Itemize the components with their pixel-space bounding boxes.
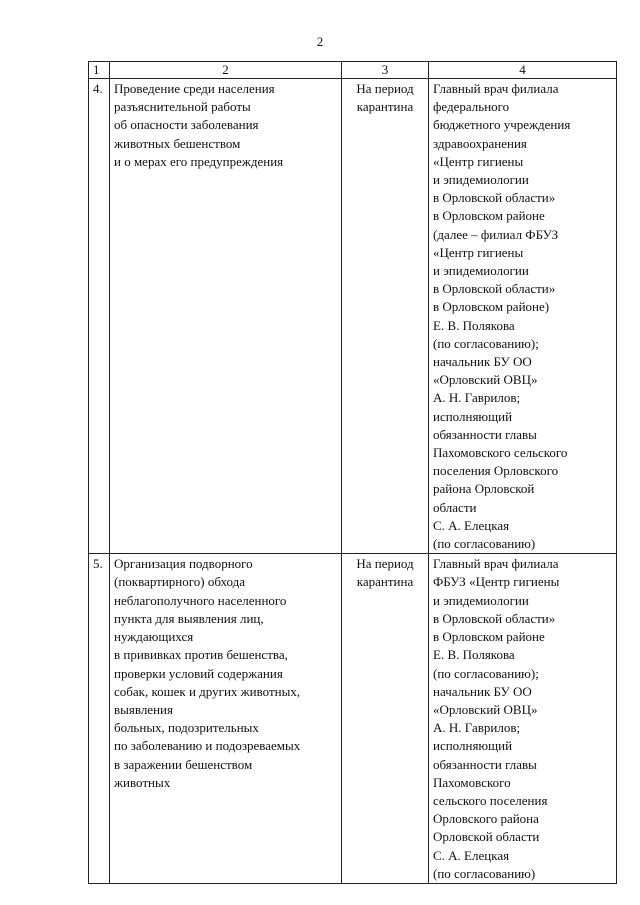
page-number: 2 [316,34,324,49]
row-action: Организация подворного (поквартирного) обхода неблагополучного населенного пункта для выявления лиц, нуждающихся в прививках против бешенства, проверки условий содержания собак, кошек и других животных, выявления больных, подозрительных по заболеванию и подозреваемых в заражении бешенством животных [110,554,342,884]
column-header-responsible: 4 [429,62,617,79]
row-period: На период карантина [342,554,429,884]
row-responsible: Главный врач филиала федерального бюджетного учреждения здравоохранения «Центр гигиены и эпидемиологии в Орловской области» в Орловском районе (далее – филиал ФБУЗ «Центр гигиены и эпидемиологии в Орловской области» в Орловском районе) Е. В. Полякова (по согласованию); начальник БУ ОО «Орловский ОВЦ» А. Н. Гаврилов; исполняющий обязанности главы Пахомовского сельского поселения Орловского района Орловской области С. А. Елецкая (по согласованию) [429,79,617,554]
column-header-action: 2 [110,62,342,79]
table-row [89,554,617,884]
column-header-number: 1 [89,62,110,79]
row-number: 4. [89,79,110,554]
column-header-period: 3 [342,62,429,79]
row-number: 5. [89,554,110,884]
row-responsible: Главный врач филиала ФБУЗ «Центр гигиены и эпидемиологии в Орловской области» в Орловском районе Е. В. Полякова (по согласованию); начальник БУ ОО «Орловский ОВЦ» А. Н. Гаврилов; исполняющий обязанности главы Пахомовского сельского поселения Орловского района Орловской области С. А. Елецкая (по согласованию) [429,554,617,884]
table-row [89,79,617,554]
row-period: На период карантина [342,79,429,554]
measures-table [88,61,617,884]
table-header-row [89,62,617,79]
row-action: Проведение среди населения разъяснительной работы об опасности заболевания животных бешенством и о мерах его предупреждения [110,79,342,554]
